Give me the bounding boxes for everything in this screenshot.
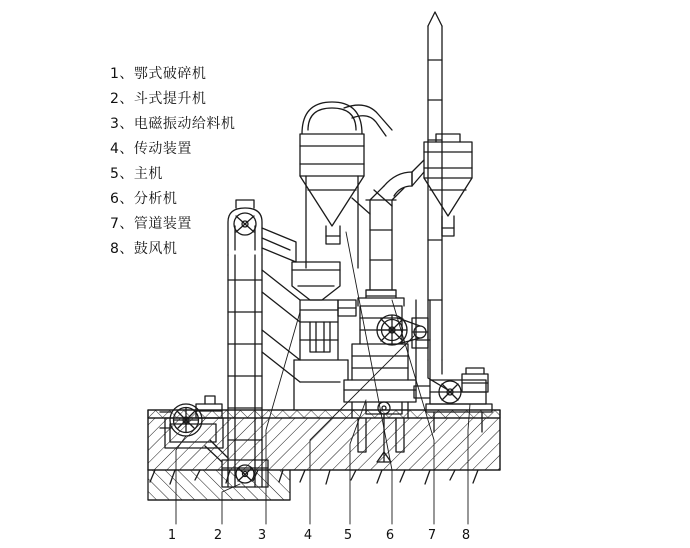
legend-item: 3、电磁振动给料机: [110, 116, 236, 132]
analyzer-classifier: [300, 102, 392, 268]
callout-number: 7: [427, 528, 437, 543]
legend-item: 5、主机: [110, 166, 163, 182]
legend-item: 6、分析机: [110, 191, 178, 207]
callout-number: 6: [385, 528, 395, 543]
callout-number: 8: [461, 528, 471, 543]
callout-number: 1: [167, 528, 177, 543]
legend-item: 2、斗式提升机: [110, 91, 207, 107]
piping-duct: [352, 172, 412, 296]
vibrating-feeder: [292, 262, 356, 360]
callout-number: 3: [257, 528, 267, 543]
callout-number: 4: [303, 528, 313, 543]
legend-item: 8、鼓风机: [110, 241, 178, 257]
callout-number: 2: [213, 528, 223, 543]
legend-item: 1、鄂式破碎机: [110, 66, 207, 82]
callout-number: 5: [343, 528, 353, 543]
legend-item: 4、传动装置: [110, 141, 192, 157]
legend-item: 7、管道装置: [110, 216, 192, 232]
